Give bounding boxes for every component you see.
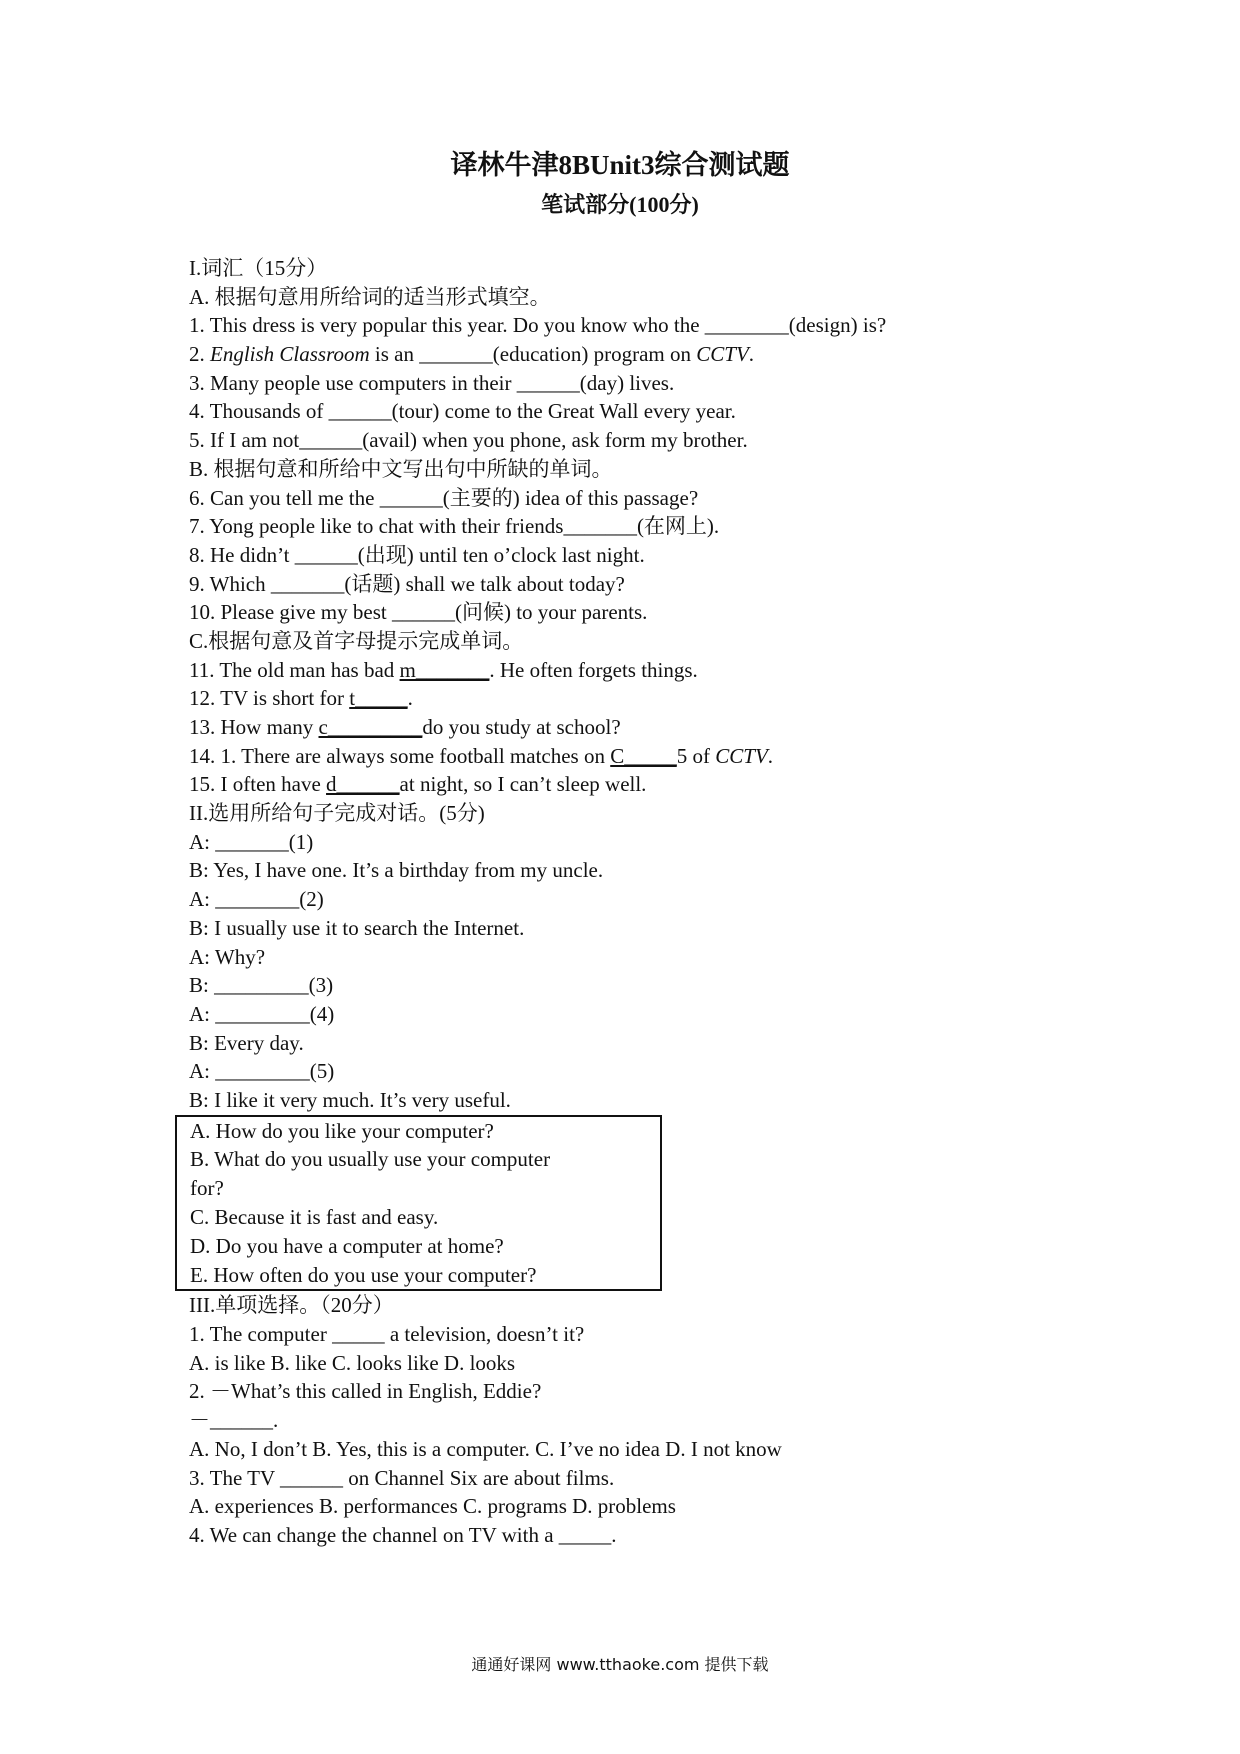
choice-line: A. No, I don’t B. Yes, this is a computer. C. I’ve no idea D. I not know xyxy=(189,1436,782,1461)
q15-post: at night, so I can’t sleep well. xyxy=(399,772,647,797)
option-line: D. Do you have a computer at home? xyxy=(190,1233,504,1258)
dialog-line: B: I like it very much. It’s very useful. xyxy=(189,1087,511,1112)
q12-post: . xyxy=(407,686,413,711)
choice-line: 2. －What’s this called in English, Eddie? xyxy=(189,1379,542,1404)
section1-heading: I.词汇（15分） xyxy=(189,256,328,280)
q14-channel: CCTV xyxy=(715,743,768,768)
choice-line: 4. We can change the channel on TV with a _____. xyxy=(189,1522,617,1547)
section1-part-b: B. 根据句意和所给中文写出句中所缺的单词。 xyxy=(189,456,613,481)
q12-blank: t_____ xyxy=(349,686,408,711)
dialog-line: B: Every day. xyxy=(189,1030,304,1055)
question-2 xyxy=(189,340,1069,369)
question-13 xyxy=(189,713,1069,742)
dialog-line: B: _________(3) xyxy=(189,973,334,998)
option-line: for? xyxy=(190,1176,224,1201)
q2-number: 2. xyxy=(189,342,210,367)
dialog-line: A: _________(5) xyxy=(189,1059,335,1084)
section3-heading: III.单项选择。（20分） xyxy=(189,1293,394,1318)
q14-end: . xyxy=(767,743,774,768)
q14-pre: 14. 1. There are always some football matches on xyxy=(189,743,611,768)
options-box xyxy=(175,1115,662,1292)
dialog-line: B: I usually use it to search the Internet. xyxy=(189,915,525,940)
question-10: 10. Please give my best ______(问候) to your parents. xyxy=(189,600,648,625)
section1-part-a: A. 根据句意用所给词的适当形式填空。 xyxy=(189,284,551,309)
dialog-line: A: ________(2) xyxy=(189,887,324,912)
q11-blank: m_______ xyxy=(399,657,490,682)
q15-blank: d______ xyxy=(326,772,400,797)
exam-subtitle: 笔试部分(100分) xyxy=(541,192,699,217)
choice-line: －______. xyxy=(189,1408,279,1433)
question-15 xyxy=(189,770,1069,799)
question-5: 5. If I am not______(avail) when you phone, ask form my brother. xyxy=(189,428,748,453)
section2-heading: II.选用所给句子完成对话。(5分) xyxy=(189,801,485,826)
question-9: 9. Which _______(话题) shall we talk about today? xyxy=(189,571,625,596)
q2-end: . xyxy=(748,342,755,367)
question-6: 6. Can you tell me the ______(主要的) idea of this passage? xyxy=(189,485,699,510)
option-line: A. How do you like your computer? xyxy=(190,1118,494,1143)
question-8: 8. He didn’t ______(出现) until ten o’clock last night. xyxy=(189,542,645,567)
choice-line: 3. The TV ______ on Channel Six are about films. xyxy=(189,1465,615,1490)
dialog-line: A: _______(1) xyxy=(189,829,314,854)
exam-body xyxy=(189,254,1069,1550)
q2-channel: CCTV xyxy=(696,342,749,367)
q11-post: . He often forgets things. xyxy=(489,657,698,682)
question-3: 3. Many people use computers in their ______(day) lives. xyxy=(189,370,675,395)
q15-pre: 15. I often have xyxy=(189,772,327,797)
q14-mid: 5 of xyxy=(676,743,716,768)
q2-middle: is an _______(education) program on xyxy=(369,342,697,367)
dialog-line: B: Yes, I have one. It’s a birthday from my uncle. xyxy=(189,858,604,883)
dialog-line: A: Why? xyxy=(189,944,266,969)
question-11 xyxy=(189,656,1069,685)
q13-post: do you study at school? xyxy=(422,715,621,739)
q12-pre: 12. TV is short for xyxy=(189,686,350,711)
option-line: C. Because it is fast and easy. xyxy=(190,1205,439,1230)
exam-title: 译林牛津8BUnit3综合测试题 xyxy=(450,150,790,180)
question-12 xyxy=(189,684,1069,713)
dialog-line: A: _________(4) xyxy=(189,1001,335,1026)
q13-pre: 13. How many xyxy=(189,715,319,739)
question-4: 4. Thousands of ______(tour) come to the Great Wall every year. xyxy=(189,399,736,424)
q13-blank: c_________ xyxy=(318,715,423,739)
q2-program-name: English Classroom xyxy=(210,342,370,367)
choice-line: 1. The computer _____ a television, doesn’t it? xyxy=(189,1322,585,1347)
question-7: 7. Yong people like to chat with their friends_______(在网上). xyxy=(189,514,720,539)
section1-part-c: C.根据句意及首字母提示完成单词。 xyxy=(189,628,524,653)
option-line: E. How often do you use your computer? xyxy=(190,1262,537,1287)
q14-blank: C_____ xyxy=(610,743,677,768)
q11-pre: 11. The old man has bad xyxy=(189,657,400,682)
choice-line: A. is like B. like C. looks like D. looks xyxy=(189,1350,516,1375)
question-14 xyxy=(189,742,1069,771)
choice-line: A. experiences B. performances C. programs D. problems xyxy=(189,1494,676,1519)
question-1: 1. This dress is very popular this year. Do you know who the ________(design) is? xyxy=(189,313,887,338)
option-line: B. What do you usually use your computer xyxy=(190,1147,551,1172)
page-footer: 通通好课网 www.tthaoke.com 提供下载 xyxy=(471,1655,769,1674)
